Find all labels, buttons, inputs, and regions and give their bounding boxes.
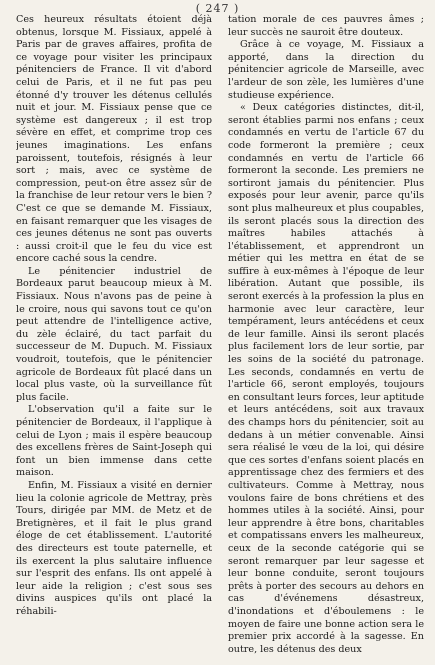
paragraph: L'observation qu'il a faite sur le pénitencier de Bordeaux, il l'applique à celui de Lyon ; mais il espère beaucoup des excellens frères de Saint-Joseph qui font un bien immense dans cette maison.: [16, 404, 212, 479]
paragraph: Grâce à ce voyage, M. Fissiaux a apporté, dans la direction du pénitencier agricole de Marseille, avec l'ardeur de son zèle, les lumières d'une studieuse expérience.: [228, 39, 424, 101]
paragraph: Le pénitencier industriel de Bordeaux parut beaucoup mieux à M. Fissiaux. Nous n'avons pas de peine à le croire, nous qui savons tout ce qu'on peut attendre de l'intelligence active, du zèle éclairé, du tact parfait du successeur de M. Dupuch. M. Fissiaux voudroit, toutefois, que le pénitencier agricole de Bordeaux fût placé dans un local plus vaste, où la surveillance fût plus facile.: [16, 265, 212, 403]
page-number: ( 247 ): [195, 2, 240, 15]
paragraph: « Deux catégories distinctes, dit-il, seront établies parmi nos enfans ; ceux condamnés en vertu de l'article 67 du code formeront la première ; ceux condamnés en vertu de l'article 66 formeront la seconde. Les premiers ne sortiront jamais du pénitencier. Plus exposés pour leur avenir, parce qu'ils sont plus malheureux et plus coupables, ils seront placés sous la direction des maîtres habiles attachés à l'établissement, et apprendront un métier qui les mettra en état de se suffire à eux-mêmes à l'époque de leur libération. Autant que possible, ils seront exercés à la profession la plus en harmonie avec leur caractère, leur tempérament, leurs antécédens et ceux de leur famille. Ainsi ils seront placés plus facilement lors de leur sortie, par les soins de la société du patronage. Les seconds, condamnés en vertu de l'article 66, seront employés, toujours en consultant leurs forces, leur aptitude et leurs antécédens, soit aux travaux des champs hors du pénitencier, soit au dedans à un métier convenable. Ainsi sera réalisé le vœu de la loi, qui désire que ces sortes d'enfans soient placés en apprentissage chez des fermiers et des cultivateurs. Comme à Mettray, nous voulons faire de bons chrétiens et des hommes utiles à la société. Ainsi, pour leur apprendre à être bons, charitables et compatissans envers les malheureux, ceux de la seconde catégorie qui se seront remarquer par leur sagesse et leur bonne conduite, seront toujours prêts à porter des secours au dehors en cas d'événemens désastreux, d'inondations et d'éboulemens : le moyen de faire une bonne action sera le premier prix accordé à la sagesse. En outre, les détenus des deux: [228, 102, 424, 655]
paragraph: Ces heureux résultats étoient déjà obtenus, lorsque M. Fissiaux, appelé à Paris par de graves affaires, profita de ce voyage pour visiter les principaux pénitenciers de France. Il vit d'abord celui de Paris, et il ne fut pas peu étonné d'y trouver les détenus cellulés nuit et jour. M. Fissiaux pense que ce système est dangereux ; il est trop sévère en effet, et comprime trop ces jeunes imaginations. Les enfans paroissent, toutefois, résignés à leur sort ; mais, avec ce système de compression, peut-on être assez sûr de la franchise de leur retour vers le bien ? C'est ce que se demande M. Fissiaux, en faisant remarquer que les visages de ces jeunes détenus ne sont pas ouverts : aussi croit-il que le feu du vice est encore caché sous la cendre.: [16, 14, 212, 265]
right-column: [228, 14, 424, 662]
paragraph: Enfin, M. Fissiaux a visité en dernier lieu la colonie agricole de Mettray, près Tours, dirigée par MM. de Metz et de Bretignères, et il fait le plus grand éloge de cet établissement. L'autorité des directeurs est toute paternelle, et ils exercent la plus salutaire influence sur l'esprit des enfans. Ils ont appelé à leur aide la religion ; c'est sous ses divins auspices qu'ils ont placé la réhabili-: [16, 479, 212, 617]
paragraph: tation morale de ces pauvres âmes ; leur succès ne sauroit être douteux.: [228, 14, 424, 38]
left-column: [16, 14, 212, 662]
